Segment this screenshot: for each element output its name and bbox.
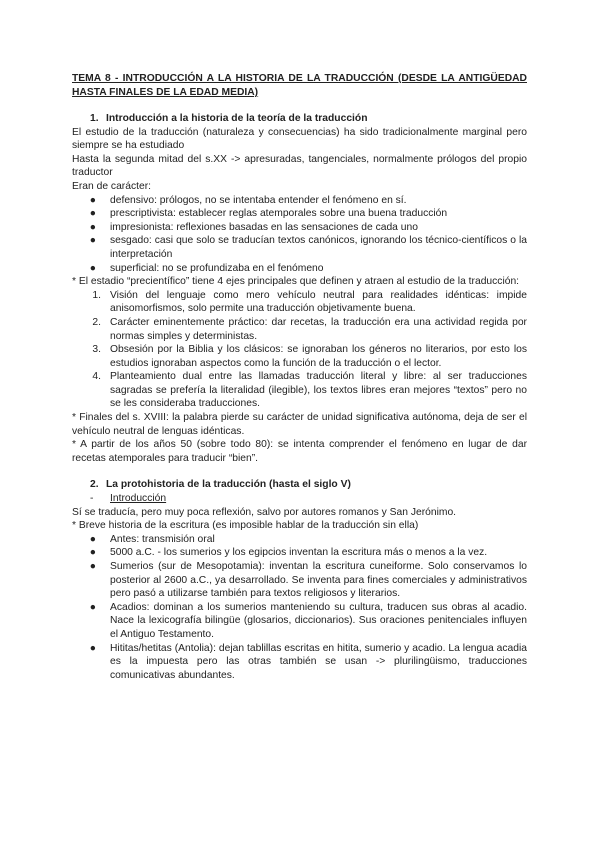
- list-item-text: prescriptivista: establecer reglas atemporales sobre una buena traducción: [110, 208, 448, 220]
- numbered-item: [72, 289, 527, 316]
- list-item-text: Antes: transmisión oral: [110, 533, 215, 545]
- bullet-icon: ●: [89, 194, 96, 206]
- bullet-icon: ●: [89, 561, 96, 572]
- list-item-text: 5000 a.C. - los sumerios y los egipcios inventan la escritura más o menos a la vez.: [110, 547, 488, 559]
- list-item-text: Hititas/hetitas (Antolia): dejan tablillas escritas en hitita, sumerio y acadio. La lengua acadia es la impuesta pero las otras también se usan -> plurilingüismo, traducciones comunicativas abundantes.: [110, 642, 527, 681]
- numbered-item-text: Planteamiento dual entre las llamadas traducción literal y libre: al ser traducciones sagradas se prefería la literalidad (ilegible), los textos libres eran mejores “textos” pero no se les consideraba traducciones.: [110, 371, 527, 410]
- document-page: [72, 72, 527, 682]
- dash-marker: -: [90, 493, 94, 505]
- section-1-paragraph-2: Hasta la segunda mitad del s.XX -> apresuradas, tangenciales, normalmente prólogos del propio traductor: [72, 153, 527, 179]
- section-2-paragraph-1: Sí se traducía, pero muy poca reflexión, salvo por autores romanos y San Jerónimo.: [72, 506, 457, 518]
- list-item-text: sesgado: casi que solo se traducían textos canónicos, ignorando los técnico-científicos o la interpretación: [110, 235, 527, 260]
- list-item-text: Acadios: dominan a los sumerios manteniendo su cultura, traducen sus obras al acadio. Nace la lexicografía bilingüe (glosarios, diccionarios). Sus oraciones penitenciales influyen el Antiguo Testamento.: [110, 601, 527, 640]
- section-1-paragraph-4: * El estadio “precientífico” tiene 4 ejes principales que definen y atraen al estudio de la traducción:: [72, 276, 520, 288]
- bullet-icon: ●: [89, 533, 96, 545]
- item-number: 2.: [92, 316, 101, 328]
- section-1-paragraph-5: * Finales del s. XVIII: la palabra pierde su carácter de unidad significativa autónoma, deja de ser el vehículo neutral de lenguas idénticas.: [72, 412, 527, 437]
- subsection-heading: [72, 492, 527, 506]
- section-1-numbered-list: [72, 289, 527, 411]
- list-item-text: Sumerios (sur de Mesopotamia): inventan la escritura cuneiforme. Solo conservamos lo posterior al 2600 a.C., ya desarrollado. Se inventa para fines comerciales y administrativos pero pasó a utilizarse también para textos religiosos y literarios.: [110, 561, 527, 600]
- list-item-text: superficial: no se profundizaba en el fenómeno: [110, 262, 324, 274]
- numbered-item: [72, 370, 527, 411]
- numbered-item-text: Visión del lenguaje como mero vehículo neutral para realidades idénticas: impide anisomorfismos, solo permite una traducción objetivamente buena.: [110, 289, 527, 315]
- section-1-title: Introducción a la historia de la teoría de la traducción: [106, 113, 368, 124]
- section-2-number: 2.: [90, 479, 99, 491]
- section-2-title: La protohistoria de la traducción (hasta el siglo V): [106, 479, 351, 491]
- numbered-item: [72, 343, 527, 370]
- list-item: [72, 560, 527, 601]
- bullet-icon: ●: [89, 547, 96, 559]
- bullet-icon: ●: [89, 642, 96, 654]
- section-1-paragraph-6: * A partir de los años 50 (sobre todo 80): se intenta comprender el fenómeno en lugar de dar recetas atemporales para traducir “bien”.: [72, 439, 527, 464]
- section-1-bullet-list: [72, 194, 527, 276]
- numbered-item-text: Carácter eminentemente práctico: dar recetas, la traducción era una actividad regida por normas simples y deterministas.: [110, 316, 527, 342]
- numbered-item-text: Obsesión por la Biblia y los clásicos: se ignoraban los géneros no literarios, por esto los estudios ignoraban aspectos como la función de la traducción o el lector.: [110, 344, 527, 369]
- bullet-icon: ●: [89, 235, 96, 247]
- bullet-icon: ●: [89, 262, 96, 274]
- subsection-title: Introducción: [110, 493, 167, 505]
- item-number: 4.: [92, 371, 101, 383]
- section-2-paragraph-2: * Breve historia de la escritura (es imposible hablar de la traducción sin ella): [72, 520, 419, 532]
- section-2-heading: [72, 478, 527, 492]
- list-item: [72, 207, 527, 221]
- section-1-paragraph-3: Eran de carácter:: [72, 180, 151, 192]
- bullet-icon: ●: [89, 208, 96, 220]
- page-title: TEMA 8 - INTRODUCCIÓN A LA HISTORIA DE LA TRADUCCIÓN (DESDE LA ANTIGÜEDAD HASTA FINALES DE LA EDAD MEDIA): [72, 73, 527, 98]
- section-1-number: 1.: [90, 113, 99, 124]
- list-item: [72, 221, 527, 235]
- item-number: 3.: [92, 344, 101, 356]
- section-1-paragraph-1: El estudio de la traducción (naturaleza y consecuencias) ha sido tradicionalmente marginal pero siempre se ha estudiado: [72, 126, 527, 152]
- numbered-item: [72, 316, 527, 343]
- item-number: 1.: [92, 289, 101, 301]
- list-item-text: defensivo: prólogos, no se intentaba entender el fenómeno en sí.: [110, 194, 407, 206]
- list-item: [72, 533, 527, 547]
- list-item: [72, 194, 527, 208]
- list-item: [72, 601, 527, 642]
- list-item: [72, 546, 527, 560]
- list-item-text: impresionista: reflexiones basadas en las sensaciones de cada uno: [110, 221, 418, 233]
- section-2-bullet-list: [72, 533, 527, 683]
- list-item: [72, 262, 527, 276]
- bullet-icon: ●: [89, 221, 96, 233]
- bullet-icon: ●: [89, 601, 96, 613]
- list-item: [72, 642, 527, 683]
- list-item: [72, 234, 527, 261]
- section-1-heading: [72, 112, 527, 126]
